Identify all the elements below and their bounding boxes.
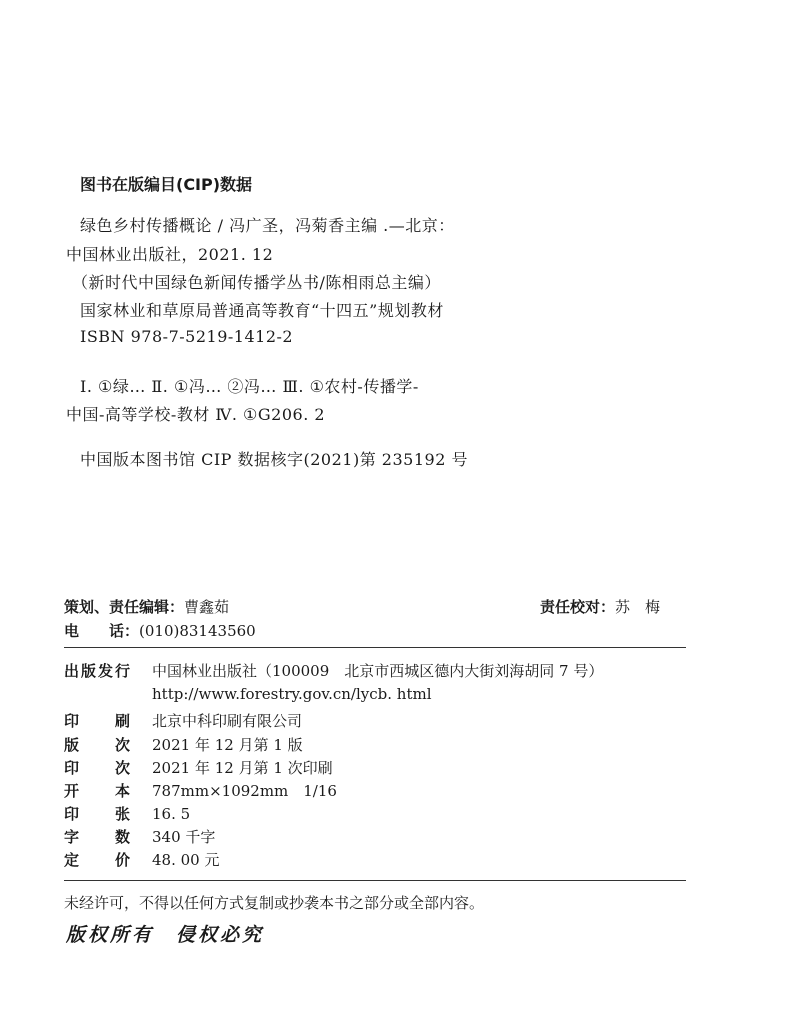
pub-value: 16. 5 xyxy=(152,805,191,823)
pub-label: 印 次 xyxy=(64,759,133,777)
cip-classification-line-1: Ⅰ. ①绿… Ⅱ. ①冯… ②冯… Ⅲ. ①农村-传播学- xyxy=(80,377,419,396)
pub-value: 340 千字 xyxy=(152,828,216,846)
pub-row-price xyxy=(64,849,219,870)
cip-line-isbn: ISBN 978-7-5219-1412-2 xyxy=(80,327,294,346)
pub-label: 定 价 xyxy=(64,851,133,869)
pub-label: 印 刷 xyxy=(64,712,133,730)
cip-heading: 图书在版编目(CIP)数据 xyxy=(80,175,253,194)
phone-value: (010)83143560 xyxy=(139,622,256,640)
pub-value: 2021 年 12 月第 1 次印刷 xyxy=(152,759,333,777)
pub-value: 北京中科印刷有限公司 xyxy=(152,712,303,730)
pub-label: 开 本 xyxy=(64,782,133,800)
pub-row-wordcount xyxy=(64,826,215,847)
cip-classification-line-2: 中国-高等学校-教材 Ⅳ. ①G206. 2 xyxy=(66,405,326,424)
pub-row-format xyxy=(64,780,337,801)
phone-label: 电 话： xyxy=(64,622,140,640)
phone-row xyxy=(64,620,256,641)
copyright-notice: 未经许可，不得以任何方式复制或抄袭本书之部分或全部内容。 xyxy=(64,894,485,912)
pub-row-sheets xyxy=(64,803,190,824)
pub-row-printing xyxy=(64,757,333,778)
pub-label: 字 数 xyxy=(64,828,133,846)
cip-line-publisher: 中国林业出版社，2021. 12 xyxy=(66,245,274,264)
pub-label: 版 次 xyxy=(64,736,133,754)
pub-value: 48. 00 元 xyxy=(152,851,220,869)
pub-row-printer xyxy=(64,710,302,731)
pub-value: 2021 年 12 月第 1 版 xyxy=(152,736,303,754)
cip-verification-number: 中国版本图书馆 CIP 数据核字(2021)第 235192 号 xyxy=(80,450,468,469)
editor-label: 策划、责任编辑： xyxy=(64,598,185,616)
cip-line-series: （新时代中国绿色新闻传播学丛书/陈相雨总主编） xyxy=(72,273,441,292)
cip-line-title: 绿色乡村传播概论 / 冯广圣，冯菊香主编 .—北京： xyxy=(80,216,455,235)
proofreader-value: 苏 梅 xyxy=(615,598,661,616)
pub-label: 印 张 xyxy=(64,805,133,823)
editor-row xyxy=(64,596,229,617)
pub-value: 中国林业出版社（100009 北京市西城区德内大街刘海胡同 7 号） xyxy=(152,662,604,680)
divider-bottom xyxy=(64,880,686,881)
proofreader-label: 责任校对： xyxy=(540,598,616,616)
divider-top xyxy=(64,647,686,648)
pub-row-edition xyxy=(64,734,303,755)
editor-value: 曹鑫茹 xyxy=(184,598,230,616)
pub-value: 787mm×1092mm 1/16 xyxy=(152,782,337,800)
rights-reserved: 版权所有 侵权必究 xyxy=(66,924,265,946)
proofreader-row xyxy=(540,596,660,617)
pub-row-website xyxy=(64,685,432,703)
cip-line-program: 国家林业和草原局普通高等教育“十四五”规划教材 xyxy=(80,301,444,320)
website-url: http://www.forestry.gov.cn/lycb. html xyxy=(152,685,432,703)
pub-row-publisher xyxy=(64,660,603,681)
pub-label: 出版发行 xyxy=(64,662,133,680)
